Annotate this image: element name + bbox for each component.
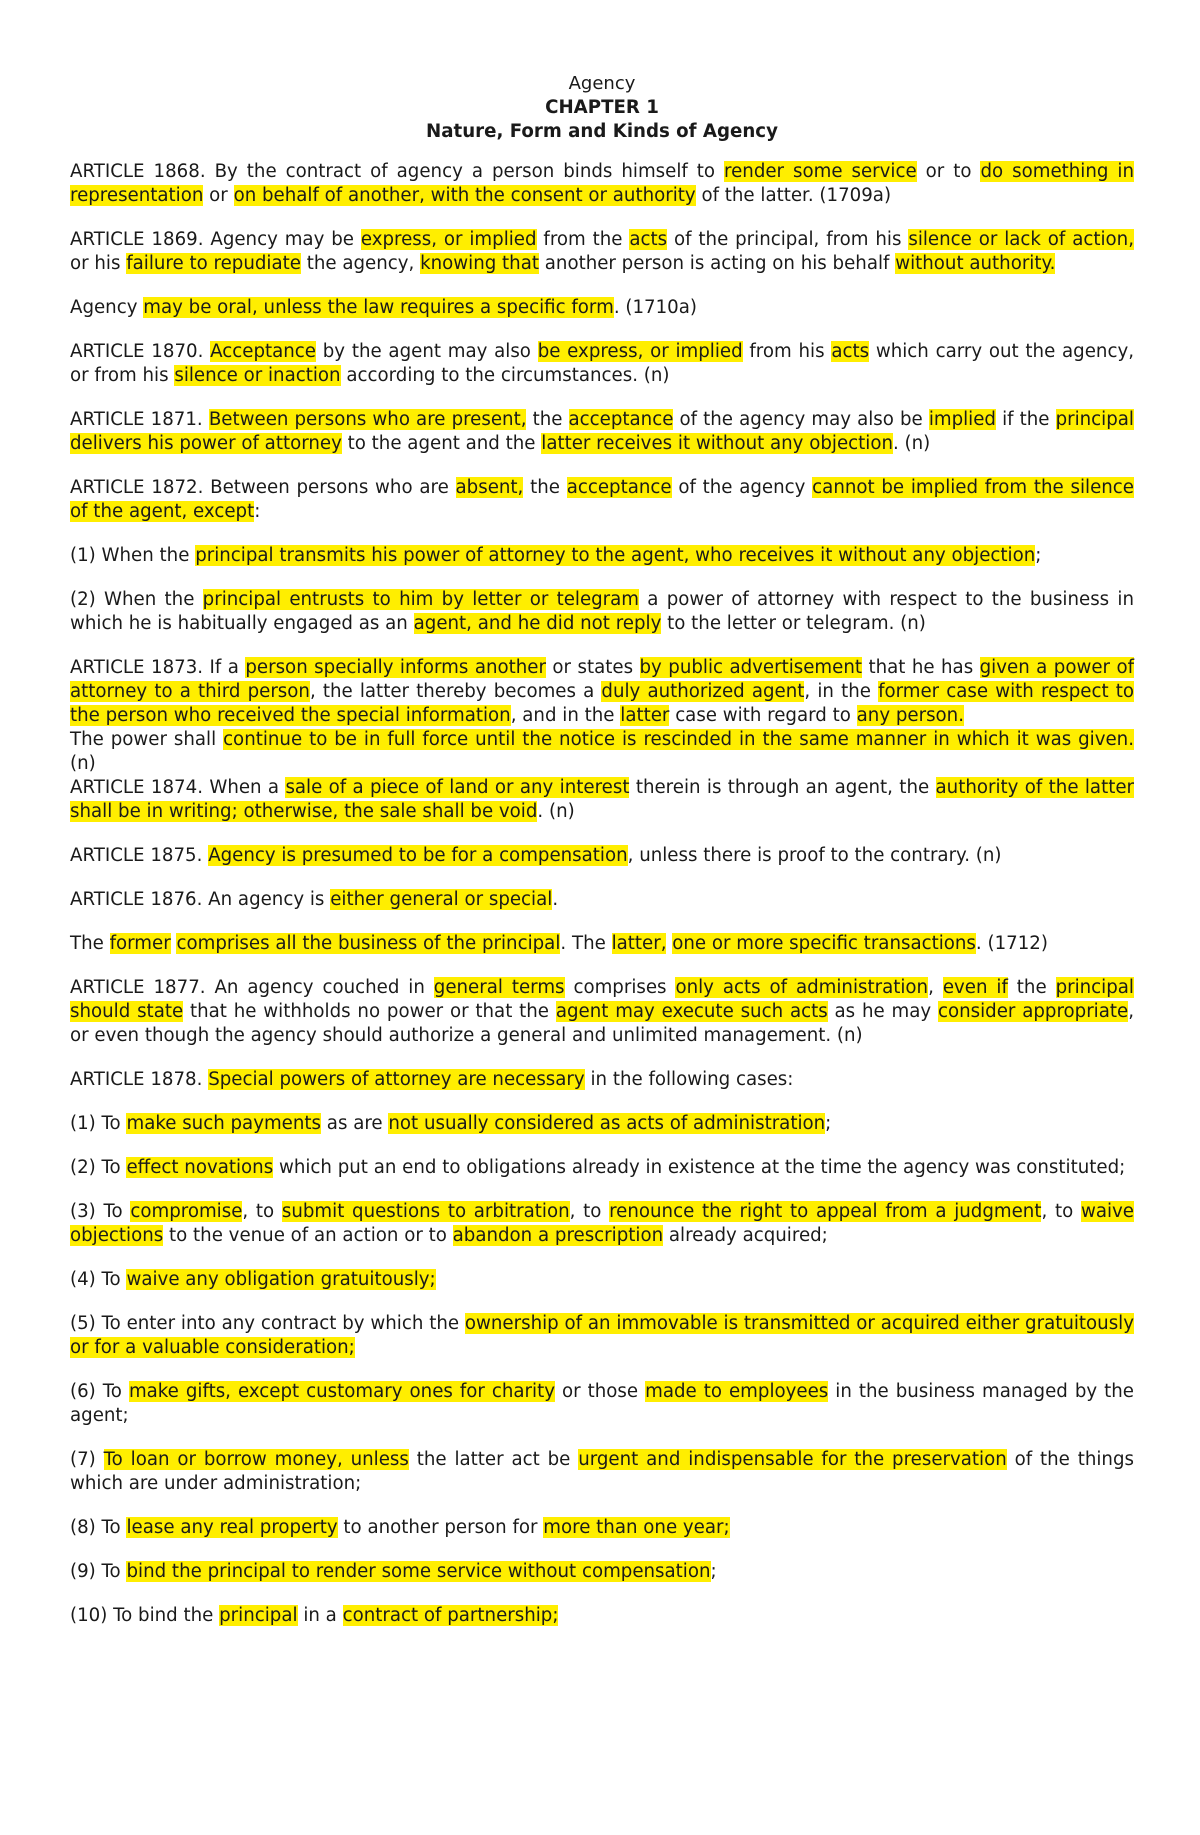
highlighted-text: Acceptance (210, 341, 316, 362)
highlighted-text: compromise (130, 1201, 243, 1222)
highlighted-text: on behalf of another, with the consent or authority (233, 185, 696, 206)
highlighted-text: authority of the latter shall be in writing; otherwise, the sale shall be void (70, 777, 1135, 822)
text-segment: (n) (70, 753, 96, 774)
document-header (70, 72, 1134, 144)
text-segment: the (523, 477, 567, 498)
highlighted-text: may be oral, unless the law requires a specific form (143, 297, 614, 318)
highlighted-text: Special powers of attorney are necessary (208, 1069, 585, 1090)
article-paragraph (70, 1380, 1134, 1428)
highlighted-text: absent, (455, 477, 524, 498)
chapter-subtitle: Nature, Form and Kinds of Agency (426, 121, 778, 142)
highlighted-text: implied (928, 409, 996, 430)
text-segment: (6) To (70, 1381, 129, 1402)
highlighted-text: Between persons who are present, (208, 409, 527, 430)
article-paragraph (70, 588, 1134, 636)
text-segment: that he withholds no power or that the (183, 1001, 556, 1022)
text-segment: or (203, 185, 234, 206)
highlighted-text: express, or implied (360, 229, 537, 250)
document-page (70, 72, 1134, 1648)
text-segment: to another person for (337, 1517, 544, 1538)
text-segment: , to (242, 1201, 282, 1222)
text-segment: ARTICLE 1871. (70, 409, 209, 430)
highlighted-text: general terms (433, 977, 565, 998)
text-segment: , and in the (510, 705, 621, 726)
text-segment: or to (916, 161, 981, 182)
text-segment: , or even though the agency should authorize a general and unlimited management. (n) (70, 1001, 1134, 1046)
article-paragraph (70, 228, 1134, 276)
text-segment: Agency (70, 297, 144, 318)
text-segment: to the agent and the (341, 433, 542, 454)
text-segment: (2) To (70, 1157, 127, 1178)
highlighted-text: only acts of administration (675, 977, 929, 998)
highlighted-text: by public advertisement (639, 657, 862, 678)
article-paragraph (70, 728, 1134, 776)
highlighted-text: case with respect to the person who received the special information (70, 681, 1134, 726)
text-segment: or states (545, 657, 640, 678)
highlighted-text: former (109, 933, 171, 954)
text-segment: . (n) (892, 433, 931, 454)
document-body (70, 160, 1134, 1628)
article-paragraph (70, 1604, 1134, 1628)
text-segment: to the letter or telegram. (n) (661, 613, 926, 634)
text-segment: (9) To (70, 1561, 127, 1582)
text-segment: ARTICLE 1872. Between persons who are (70, 477, 456, 498)
text-segment: . The (560, 933, 612, 954)
text-segment: (1) When the (70, 545, 196, 566)
text-segment: comprises (564, 977, 676, 998)
highlighted-text: continue to be in full force until the notice is rescinded in the same manner in which it was given. (223, 729, 1134, 750)
text-segment: if the (995, 409, 1056, 430)
article-paragraph (70, 1448, 1134, 1496)
text-segment: , to (569, 1201, 610, 1222)
highlighted-text: principal delivers his power of attorney (70, 409, 1134, 454)
text-segment: already acquired; (663, 1225, 828, 1246)
highlighted-text: made to employees (645, 1381, 829, 1402)
highlighted-text: any person. (856, 705, 964, 726)
text-segment: ARTICLE 1875. (70, 845, 209, 866)
text-segment: of the principal, from his (667, 229, 909, 250)
highlighted-text: make gifts, except customary ones for charity (128, 1381, 555, 1402)
article-paragraph (70, 976, 1134, 1048)
article-paragraph (70, 932, 1134, 956)
text-segment: . (552, 889, 559, 910)
highlighted-text: comprises all the business of the principal (176, 933, 561, 954)
text-segment: that he has (862, 657, 980, 678)
article-paragraph (70, 1516, 1134, 1540)
highlighted-text: renounce the right to appeal from a judgment (609, 1201, 1042, 1222)
text-segment: ARTICLE 1868. By the contract of agency a person binds himself to (70, 161, 725, 182)
article-paragraph (70, 1068, 1134, 1092)
text-segment: as are (321, 1113, 389, 1134)
highlighted-text: former (878, 681, 940, 702)
article-paragraph (70, 1268, 1134, 1292)
text-segment: which carry out the agency, or from his (70, 341, 1134, 386)
text-segment: ARTICLE 1869. Agency may be (70, 229, 361, 250)
highlighted-text: bind the principal to render some service without compensation (126, 1561, 711, 1582)
text-segment: case with regard to (669, 705, 857, 726)
text-segment: . (1712) (975, 933, 1048, 954)
text-segment: in the business managed by the agent; (70, 1381, 1134, 1426)
highlighted-text: latter receives it without any objection (541, 433, 893, 454)
article-paragraph (70, 656, 1134, 728)
highlighted-text: a power of attorney to a third person (70, 657, 1134, 702)
text-segment: , to (1041, 1201, 1081, 1222)
highlighted-text: principal transmits his power of attorney to the agent, who receives it without any objection (195, 545, 1036, 566)
text-segment: of the agency may also be (673, 409, 929, 430)
article-paragraph (70, 544, 1134, 568)
highlighted-text: knowing that (420, 253, 539, 274)
text-segment: ARTICLE 1874. When a (70, 777, 286, 798)
article-paragraph (70, 1112, 1134, 1136)
highlighted-text: duly authorized agent (601, 681, 805, 702)
highlighted-text: latter, (611, 933, 667, 954)
text-segment: . (n) (537, 801, 575, 822)
text-segment: The (70, 933, 110, 954)
highlighted-text: contract of partnership; (342, 1605, 559, 1626)
text-segment: from his (742, 341, 832, 362)
text-segment: of the latter. (1709a) (695, 185, 892, 206)
highlighted-text: latter (620, 705, 670, 726)
text-segment: ARTICLE 1878. (70, 1069, 209, 1090)
text-segment: or his (70, 253, 127, 274)
highlighted-text: not usually considered as acts of administration (388, 1113, 826, 1134)
text-segment: ; (710, 1561, 717, 1582)
article-paragraph (70, 844, 1134, 868)
text-segment: to the venue of an action or to (163, 1225, 453, 1246)
text-segment: (8) To (70, 1517, 127, 1538)
article-paragraph (70, 296, 1134, 320)
highlighted-text: acts (629, 229, 668, 250)
article-paragraph (70, 888, 1134, 912)
highlighted-text: more than one year; (543, 1517, 730, 1538)
text-segment: in a (297, 1605, 343, 1626)
text-segment: therein is through an agent, the (629, 777, 936, 798)
text-segment: of the things which are under administration; (70, 1449, 1134, 1494)
text-segment: (10) To bind the (70, 1605, 220, 1626)
text-segment: (4) To (70, 1269, 127, 1290)
text-segment: The power shall (70, 729, 224, 750)
text-segment: , in the (804, 681, 879, 702)
article-paragraph (70, 776, 1134, 824)
text-segment: ARTICLE 1873. If a (70, 657, 246, 678)
highlighted-text: render some service (724, 161, 917, 182)
text-segment: another person is acting on his behalf (538, 253, 896, 274)
text-segment: in the following cases: (584, 1069, 794, 1090)
highlighted-text: even if (942, 977, 1008, 998)
highlighted-text: acceptance (568, 409, 674, 430)
highlighted-text: effect novations (126, 1157, 274, 1178)
text-segment: . (1710a) (613, 297, 697, 318)
highlighted-text: urgent and indispensable for the preservation (578, 1449, 1007, 1470)
text-segment: the agency, (300, 253, 421, 274)
text-segment: the (526, 409, 569, 430)
text-segment: ARTICLE 1876. An agency is (70, 889, 331, 910)
text-segment: according to the circumstances. (n) (340, 365, 670, 386)
text-segment: the (1007, 977, 1056, 998)
text-segment: (2) When the (70, 589, 203, 610)
highlighted-text: make such payments (126, 1113, 322, 1134)
highlighted-text: acceptance (566, 477, 672, 498)
highlighted-text: do something in representation (70, 161, 1134, 206)
text-segment: as he may (827, 1001, 938, 1022)
highlighted-text: waive any obligation gratuitously; (126, 1269, 436, 1290)
highlighted-text: waive objections (70, 1201, 1134, 1246)
article-paragraph (70, 1560, 1134, 1584)
highlighted-text: either general or special (330, 889, 553, 910)
highlighted-text: To loan or borrow money, unless (103, 1449, 409, 1470)
text-segment: a power of attorney with respect to the business in which he is habitually engaged as an (70, 589, 1135, 634)
text-segment: ARTICLE 1877. An agency couched in (70, 977, 434, 998)
highlighted-text: acts (831, 341, 870, 362)
text-segment: ; (825, 1113, 832, 1134)
chapter-heading: CHAPTER 1 (545, 97, 659, 118)
highlighted-text: principal entrusts to him by letter or telegram (202, 589, 640, 610)
highlighted-text: lease any real property (126, 1517, 338, 1538)
highlighted-text: abandon a prescription (452, 1225, 664, 1246)
highlighted-text: cannot be implied from the silence of the agent, except (70, 477, 1134, 522)
article-paragraph (70, 476, 1134, 524)
text-segment: or those (555, 1381, 646, 1402)
highlighted-text: ownership of an immovable is transmitted or acquired either gratuitously or for a valuable consideration; (70, 1313, 1135, 1358)
text-segment: the latter act be (408, 1449, 579, 1470)
article-paragraph (70, 408, 1134, 456)
highlighted-text: agent, and he did not reply (413, 613, 662, 634)
highlighted-text: one or more specific transactions (672, 933, 976, 954)
document-title: Agency (568, 73, 636, 94)
text-segment: (3) To (70, 1201, 131, 1222)
highlighted-text: submit questions to arbitration (281, 1201, 570, 1222)
highlighted-text: given (979, 657, 1030, 678)
highlighted-text: consider appropriate (937, 1001, 1129, 1022)
highlighted-text: silence or lack of action, (908, 229, 1134, 250)
text-segment: of the agency (671, 477, 813, 498)
highlighted-text: failure to repudiate (126, 253, 301, 274)
text-segment: : (254, 501, 261, 522)
highlighted-text: principal (219, 1605, 298, 1626)
highlighted-text: person specially informs another (245, 657, 546, 678)
highlighted-text: be express, or implied (537, 341, 743, 362)
highlighted-text: agent may execute such acts (555, 1001, 828, 1022)
text-segment: (5) To enter into any contract by which the (70, 1313, 465, 1334)
highlighted-text: silence or inaction (174, 365, 341, 386)
text-segment: (7) (70, 1449, 104, 1470)
article-paragraph (70, 1156, 1134, 1180)
text-segment: by the agent may also (316, 341, 538, 362)
article-paragraph (70, 1312, 1134, 1360)
text-segment: , unless there is proof to the contrary. (n) (627, 845, 1002, 866)
highlighted-text: sale of a piece of land or any interest (285, 777, 630, 798)
text-segment: ARTICLE 1870. (70, 341, 211, 362)
text-segment: from the (536, 229, 630, 250)
text-segment: (1) To (70, 1113, 127, 1134)
text-segment: ; (1035, 545, 1042, 566)
article-paragraph (70, 1200, 1134, 1248)
highlighted-text: without authority. (895, 253, 1056, 274)
article-paragraph (70, 160, 1134, 208)
highlighted-text: principal should state (70, 977, 1134, 1022)
article-paragraph (70, 340, 1134, 388)
text-segment: , (928, 977, 943, 998)
highlighted-text: Agency is presumed to be for a compensation (208, 845, 628, 866)
text-segment: , the latter thereby becomes a (309, 681, 602, 702)
text-segment: which put an end to obligations already in existence at the time the agency was constituted; (273, 1157, 1126, 1178)
